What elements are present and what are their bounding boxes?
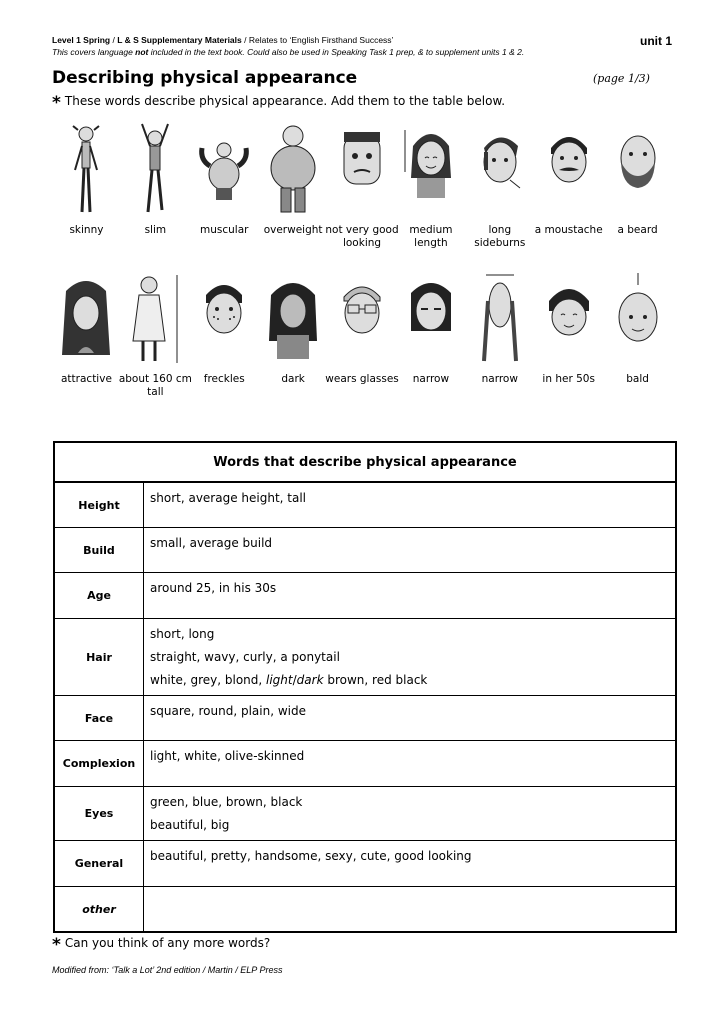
- unit-label: unit 1: [640, 34, 672, 48]
- picture-row-2: [52, 271, 672, 399]
- picture-label: in her 50s: [542, 373, 595, 385]
- medium-length-hair-face-icon: [401, 122, 461, 218]
- picture-label: a moustache: [534, 224, 603, 236]
- picture-cell: [190, 271, 259, 399]
- category-values-empty[interactable]: [144, 887, 675, 931]
- category-label: Eyes: [55, 787, 144, 840]
- narrow-eyes-face-icon: [401, 271, 461, 367]
- picture-cell: [603, 122, 672, 250]
- picture-row-1: [52, 122, 672, 250]
- table-row-eyes: [55, 786, 675, 840]
- vocabulary-table: [53, 441, 677, 933]
- picture-cell: [534, 122, 603, 250]
- picture-cell: [603, 271, 672, 399]
- picture-label: slim: [144, 224, 167, 236]
- dark-woman-icon: [263, 271, 323, 367]
- category-label: Complexion: [55, 741, 144, 786]
- category-values: short, average height, tall: [150, 491, 307, 505]
- instruction: * These words describe physical appearance. Add them to the table below.: [52, 93, 506, 113]
- category-values: short, long straight, wavy, curly, a ponytail white, grey, blond, light/dark brown, red black: [150, 627, 428, 687]
- follow-up-question: * Can you think of any more words?: [52, 935, 271, 955]
- not-good-looking-face-icon: [332, 122, 392, 218]
- picture-label: long sideburns: [474, 224, 526, 249]
- picture-cell: [190, 122, 259, 250]
- picture-cell: [465, 122, 534, 250]
- picture-cell: [325, 122, 399, 250]
- long-sideburns-face-icon: [470, 122, 530, 218]
- category-label: Face: [55, 696, 144, 740]
- category-label: Hair: [55, 619, 144, 695]
- header-line: Level 1 Spring / L & S Supplementary Materials / Relates to ‘English Firsthand Success’: [52, 35, 394, 45]
- category-values: square, round, plain, wide: [150, 704, 306, 718]
- picture-cell: [259, 271, 328, 399]
- slim-person-icon: [130, 122, 180, 218]
- picture-label: medium length: [409, 224, 453, 249]
- picture-label: overweight: [263, 224, 323, 236]
- woman-50s-face-icon: [539, 271, 599, 367]
- picture-cell: [52, 271, 121, 399]
- table-row-hair: [55, 618, 675, 695]
- picture-label: muscular: [200, 224, 249, 236]
- category-label: Height: [55, 483, 144, 527]
- category-label: General: [55, 841, 144, 886]
- source-credit: Modified from: ‘Talk a Lot’ 2nd edition / Martin / ELP Press: [52, 965, 283, 975]
- table-row-complexion: [55, 740, 675, 786]
- picture-label: narrow: [481, 373, 518, 385]
- picture-cell: [259, 122, 328, 250]
- category-values: around 25, in his 30s: [150, 581, 277, 595]
- category-values: green, blue, brown, black beautiful, big: [150, 795, 303, 832]
- category-label: Age: [55, 573, 144, 618]
- picture-label: not very good looking: [325, 224, 399, 249]
- beard-face-icon: [608, 122, 668, 218]
- table-row-other: [55, 886, 675, 931]
- category-label: other: [55, 887, 144, 931]
- picture-cell: [52, 122, 121, 250]
- page-number: (page 1/3): [593, 72, 650, 85]
- table-row-age: [55, 572, 675, 618]
- overweight-man-icon: [263, 122, 323, 218]
- picture-label: about 160 cm tall: [118, 373, 192, 398]
- category-values: small, average build: [150, 536, 273, 550]
- attractive-woman-icon: [56, 271, 116, 367]
- table-row-build: [55, 527, 675, 572]
- picture-cell: [325, 271, 399, 399]
- picture-cell: [118, 271, 192, 399]
- picture-label: dark: [281, 373, 305, 385]
- table-row-face: [55, 695, 675, 740]
- picture-cell: [396, 271, 465, 399]
- category-values: light, white, olive-skinned: [150, 749, 305, 763]
- table-row-height: [55, 482, 675, 527]
- category-values: beautiful, pretty, handsome, sexy, cute, good looking: [150, 849, 472, 863]
- picture-cell: [121, 122, 190, 250]
- picture-label: skinny: [69, 224, 104, 236]
- picture-label: freckles: [203, 373, 245, 385]
- picture-cell: [465, 271, 534, 399]
- picture-label: a beard: [617, 224, 658, 236]
- bald-face-icon: [608, 271, 668, 367]
- narrow-face-icon: [470, 271, 530, 367]
- category-label: Build: [55, 528, 144, 572]
- glasses-face-icon: [332, 271, 392, 367]
- 160cm-girl-icon: [125, 271, 185, 367]
- table-row-general: [55, 840, 675, 886]
- picture-label: narrow: [412, 373, 450, 385]
- moustache-face-icon: [539, 122, 599, 218]
- picture-cell: [534, 271, 603, 399]
- picture-label: bald: [626, 373, 649, 385]
- picture-label: wears glasses: [325, 373, 399, 385]
- header-note: This covers language not included in the text book. Could also be used in Speaking Task 1 prep, & to supplement units 1 & 2.: [52, 47, 525, 57]
- skinny-person-icon: [61, 122, 111, 218]
- picture-label: attractive: [61, 373, 112, 385]
- page-title: Describing physical appearance: [52, 68, 358, 88]
- muscular-man-icon: [194, 122, 254, 218]
- picture-cell: [396, 122, 465, 250]
- table-heading: Words that describe physical appearance: [55, 443, 675, 482]
- freckles-face-icon: [194, 271, 254, 367]
